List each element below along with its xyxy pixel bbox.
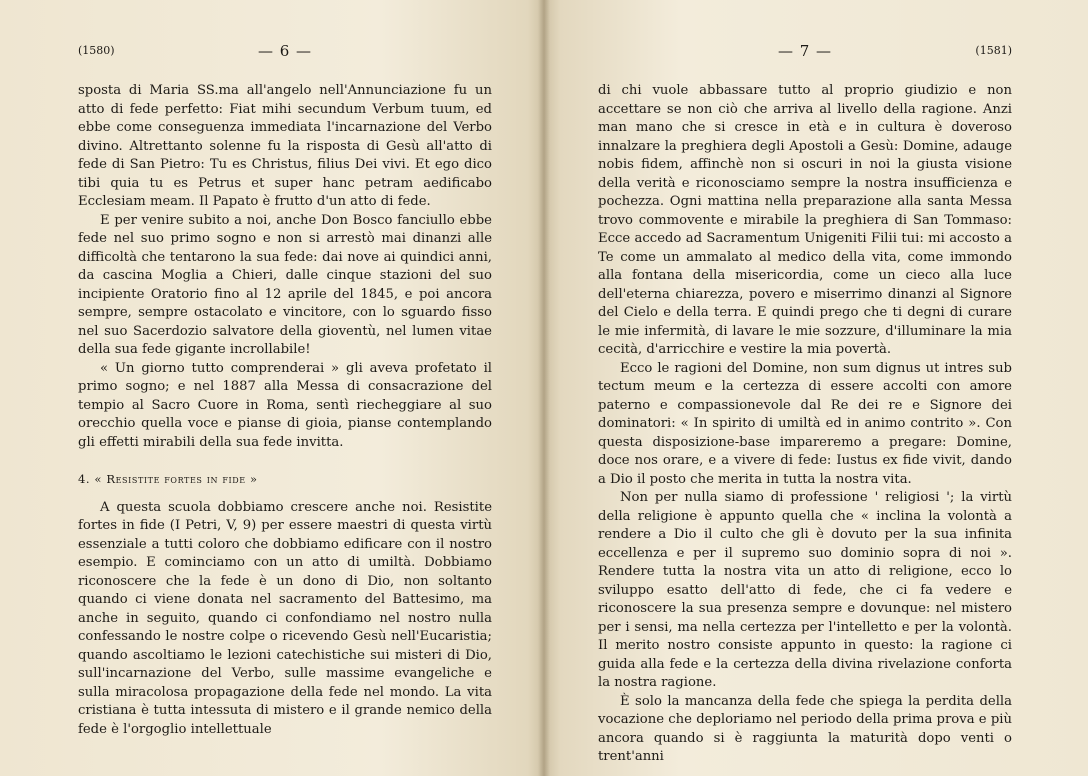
paragraph: Non per nulla siamo di professione ' religiosi '; la virtù della religione è appunto quella che « inclina la volontà a rendere a Dio il culto che gli è dovuto per la sua infinita eccellenza e per il supremo suo dominio sopra di noi ». Rendere tutta la nostra vita un atto di religione, ecco lo sviluppo esatto dell'atto di fede, che ci fa vedere e riconoscere la sua presenza sempre e dovunque: nel mistero per i sensi, ma nella certezza per l'intelletto e per la volontà. Il merito nostro consiste appunto in questo: la ragione ci guida alla fede e la certezza della divina rivelazione conforta la nostra ragione.	[598, 490, 1012, 690]
left-page-text	[78, 82, 492, 739]
book-gutter	[538, 0, 550, 776]
paragraph: Ecco le ragioni del Domine, non sum dignus ut intres sub tectum meum e la certezza di essere accolti con amore paterno e compassionevole dal Re dei re e Signore dei dominatori: « In spirito di umiltà ed in animo contrito ». Con questa disposizione-base impareremo a pregare: Domine, doce nos orare, e a vivere di fede: Iustus ex fide vivit, dando a Dio il posto che merita in tutta la nostra vita.	[598, 360, 1012, 487]
paragraph: E per venire subito a noi, anche Don Bosco fanciullo ebbe fede nel suo primo sogno e non si arrestò mai dinanzi alle difficoltà che tentarono la sua fede: dai nove ai quindici anni, da cascina Moglia a Chieri, dalle cinque stazioni del suo incipiente Oratorio fino al 12 aprile del 1845, e poi ancora sempre, sempre ostacolato e vincitore, con lo sguardo fisso nel suo Sacerdozio salvatore della gioventù, nel lumen vitae della sua fede gigante incrollabile!	[78, 212, 492, 357]
left-margin-number: (1580)	[78, 44, 115, 57]
paragraph: di chi vuole abbassare tutto al proprio giudizio e non accettare se non ciò che arriva al livello della ragione. Anzi man mano che si cresce in età e in cultura è doveroso innalzare la preghiera degli Apostoli a Gesù: Domine, adauge nobis fidem, affinchè non si oscuri in noi la giusta visione della verità e riconosciamo sempre la nostra insufficienza e pochezza. Ogni mattina nella preparazione alla santa Messa trovo commovente e mirabile la preghiera di San Tommaso: Ecce accedo ad Sacramentum Unigeniti Filii tui: mi accosto a Te come un ammalato al medico della vita, come immondo alla fontana della misericordia, come un cieco alla luce dell'eterna chiarezza, povero e miserrimo dinanzi al Signore del Cielo e della terra. E quindi prego che ti degni di curare le mie infermità, di lavare le mie sozzure, d'illuminare la mia cecità, d'arricchire e vestire la mia povertà.	[598, 83, 1012, 357]
left-page-number: — 6 —	[257, 42, 313, 60]
paragraph: sposta di Maria SS.ma all'angelo nell'Annunciazione fu un atto di fede perfetto: Fiat mihi secundum Verbum tuum, ed ebbe come conseguenza immediata l'incarnazione del Verbo divino. Altrettanto solenne fu la risposta di Gesù all'atto di fede di San Pietro: Tu es Christus, filius Dei vivi. Et ego dico tibi quia tu es Petrus et super hanc petram aedificabo Ecclesiam meam. Il Papato è frutto d'un atto di fede.	[78, 83, 492, 209]
right-page-header	[598, 44, 1012, 64]
paragraph: « Un giorno tutto comprenderai » gli aveva profetato il primo sogno; e nel 1887 alla Messa di consacrazione del tempio al Sacro Cuore in Roma, sentì riecheggiare al suo orecchio quella voce e pianse di gioia, pianse contemplando gli effetti mirabili della sua fede invitta.	[78, 360, 492, 450]
right-page-text	[598, 82, 1012, 767]
paragraph: A questa scuola dobbiamo crescere anche noi. Resistite fortes in fide (I Petri, V, 9) per essere maestri di questa virtù essenziale a tutti coloro che dobbiamo edificare con il nostro esempio. E cominciamo con un atto di umiltà. Dobbiamo riconoscere che la fede è un dono di Dio, non soltanto quando ci viene donata nel sacramento del Battesimo, ma anche in seguito, quando ci confondiamo nel nostro nulla confessando le nostre colpe o ricevendo Gesù nell'Eucaristia; quando ascoltiamo le lezioni catechistiche sui misteri di Dio, sull'incarnazione del Verbo, sulle massime evangeliche e sulla miracolosa propagazione della fede nel mondo. La vita cristiana è tutta intessuta di mistero e il grande nemico della fede è l'orgoglio intellettuale	[78, 499, 492, 737]
paragraph: È solo la mancanza della fede che spiega la perdita della vocazione che deploriamo nel periodo della prima prova e più ancora quando si è raggiunta la maturità dopo venti o trent'anni	[598, 693, 1012, 764]
left-page-header	[78, 44, 492, 64]
section-heading: 4. « Resistite fortes in fide »	[78, 472, 258, 486]
right-margin-number: (1581)	[975, 44, 1012, 57]
right-page-number: — 7 —	[777, 42, 833, 60]
right-page	[544, 0, 1088, 776]
